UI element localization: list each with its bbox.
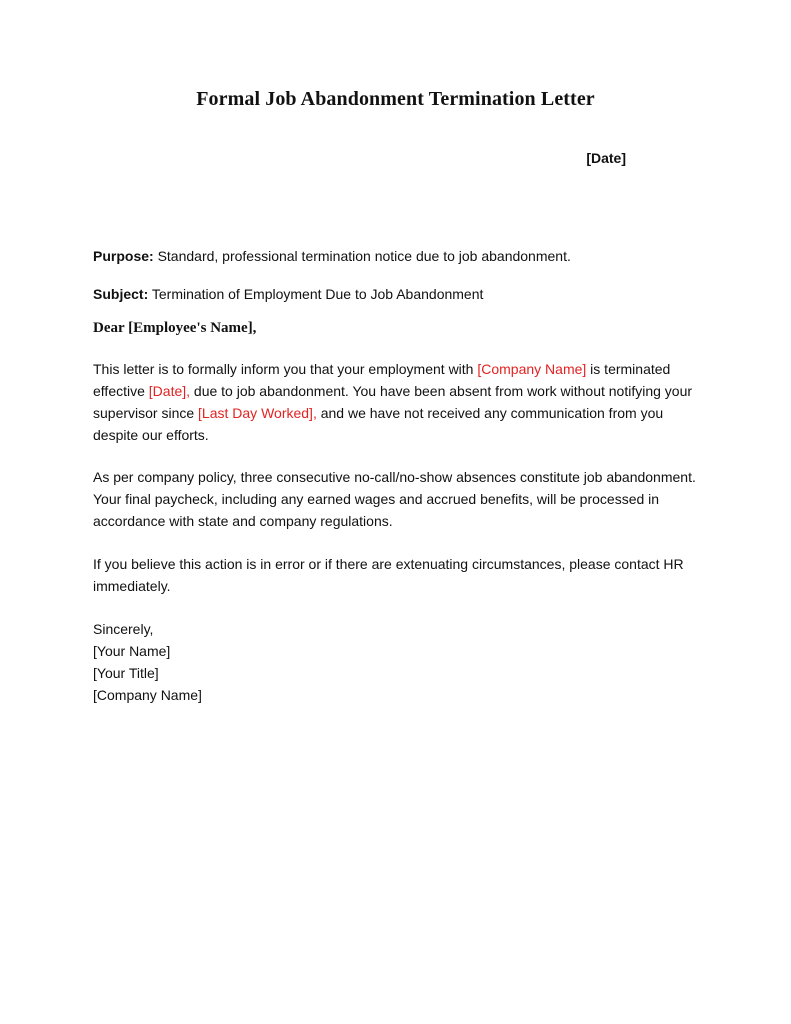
document-title: Formal Job Abandonment Termination Letter xyxy=(196,88,595,110)
date-field: [Date] xyxy=(586,150,626,166)
last-day-worked-placeholder: [Last Day Worked], xyxy=(198,405,317,421)
paragraph-notice xyxy=(93,358,708,446)
paragraph-text: is terminated effective xyxy=(93,361,671,399)
paragraph-text: due to job abandonment. You have been absent from work without notifying your supervisor since xyxy=(93,383,693,421)
date-placeholder: [Date], xyxy=(148,383,191,399)
signer-company: [Company Name] xyxy=(93,687,202,703)
purpose-line xyxy=(93,245,708,267)
signer-name: [Your Name] xyxy=(93,643,171,659)
paragraph-contact: If you believe this action is in error or if there are extenuating circumstances, please contact HR immediately. xyxy=(93,556,684,594)
salutation: Dear [Employee's Name], xyxy=(93,320,257,336)
subject-text: Termination of Employment Due to Job Abandonment xyxy=(148,286,484,302)
sign-off: Sincerely, xyxy=(93,621,154,637)
purpose-text: Standard, professional termination notice due to job abandonment. xyxy=(153,248,571,264)
purpose-label: Purpose: xyxy=(93,248,154,264)
signature-block xyxy=(93,618,708,706)
company-name-placeholder: [Company Name] xyxy=(477,361,587,377)
subject-line xyxy=(93,283,708,305)
paragraph-text: This letter is to formally inform you that your employment with xyxy=(93,361,478,377)
subject-label: Subject: xyxy=(93,286,149,302)
signer-title: [Your Title] xyxy=(93,665,159,681)
paragraph-policy: As per company policy, three consecutive no-call/no-show absences constitute job abandonment. Your final paycheck, including any earned wages and accrued benefits, will be processed in accordance with state and company regulations. xyxy=(93,469,696,529)
paragraph-text: and we have not received any communication from you despite our efforts. xyxy=(93,405,664,443)
